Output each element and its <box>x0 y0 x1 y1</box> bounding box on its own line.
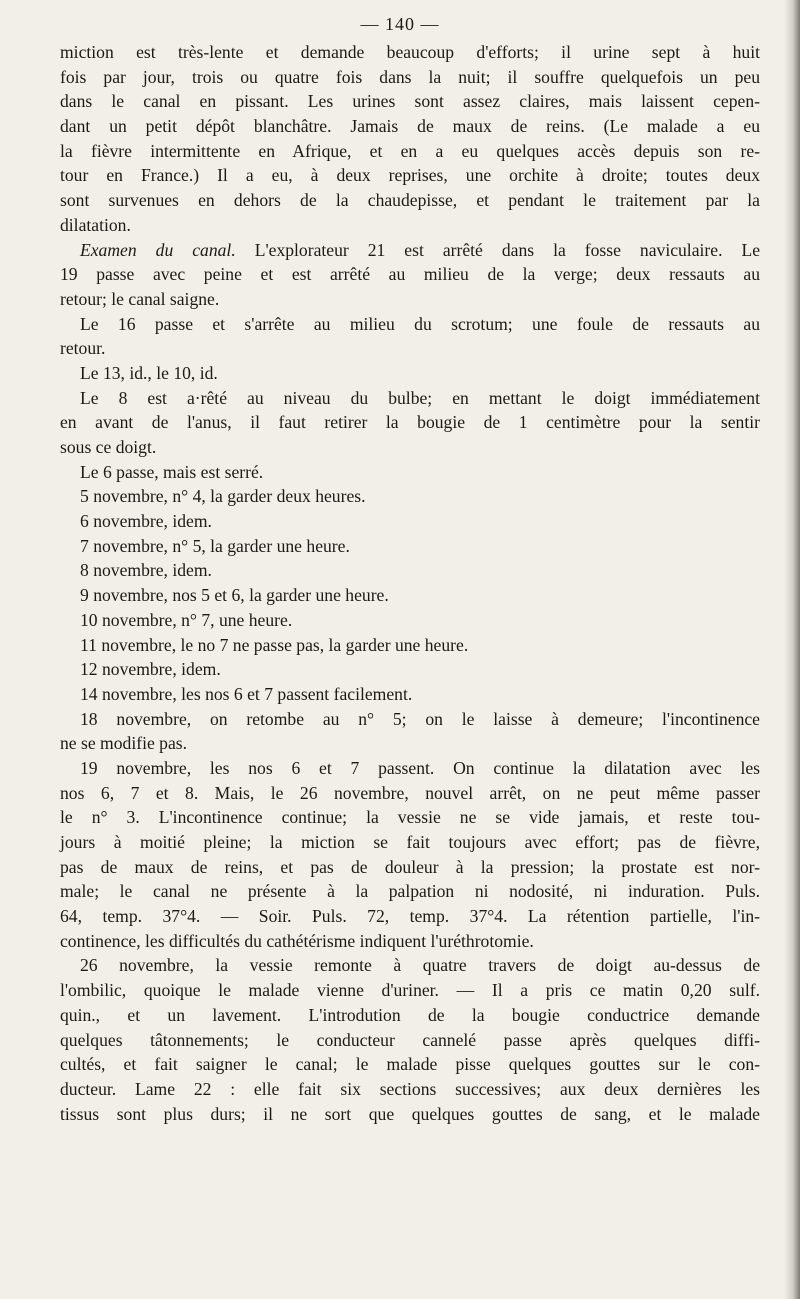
text-line: 19 passe avec peine et est arrêté au milieu de la verge; deux ressauts au <box>60 264 760 285</box>
text-line: 64, temp. 37°4. — Soir. Puls. 72, temp. 37°4. La rétention partielle, l'in- <box>60 906 760 927</box>
body-text <box>60 40 760 1126</box>
text-line: 5 novembre, n° 4, la garder deux heures. <box>80 486 366 507</box>
text-line: continence, les difficultés du cathétérisme indiquent l'uréthrotomie. <box>60 930 534 951</box>
text-line: dant un petit dépôt blanchâtre. Jamais de maux de reins. (Le malade a eu <box>60 116 760 137</box>
text-line: quin., et un lavement. L'introdution de la bougie conductrice demande <box>60 1004 760 1025</box>
text-line: le n° 3. L'incontinence continue; la vessie ne se vide jamais, et reste tou- <box>60 807 760 828</box>
text-line-rest: L'explorateur 21 est arrêté dans la fosse naviculaire. Le <box>254 239 761 260</box>
text-line: quelques tâtonnements; le conducteur cannelé passe après quelques diffi- <box>60 1029 760 1050</box>
text-line: tour en France.) Il a eu, à deux reprises, une orchite à droite; toutes deux <box>60 165 760 186</box>
text-line: ne se modifie pas. <box>60 733 188 754</box>
text-line: sont survenues en dehors de la chaudepisse, et pendant le traitement par la <box>60 190 760 211</box>
section-heading: Examen du canal. <box>80 239 236 260</box>
text-line: en avant de l'anus, il faut retirer la bougie de 1 centimètre pour la sentir <box>60 412 760 433</box>
text-line: 7 novembre, n° 5, la garder une heure. <box>80 535 350 556</box>
text-line: pas de maux de reins, et pas de douleur à la pression; la prostate est nor- <box>60 856 760 877</box>
text-line: Le 13, id., le 10, id. <box>80 362 218 383</box>
text-line: cultés, et fait saigner le canal; le malade pisse quelques gouttes sur le con- <box>60 1054 760 1075</box>
text-line: male; le canal ne présente à la palpation ni nodosité, ni induration. Puls. <box>60 881 760 902</box>
text-line <box>60 238 760 263</box>
text-line: fois par jour, trois ou quatre fois dans la nuit; il souffre quelquefois un peu <box>60 66 760 87</box>
text-line: miction est très-lente et demande beaucoup d'efforts; il urine sept à huit <box>60 42 760 62</box>
text-line: l'ombilic, quoique le malade vienne d'uriner. — Il a pris ce matin 0,20 sulf. <box>60 980 760 1001</box>
text-line: sous ce doigt. <box>60 437 157 457</box>
text-line: 14 novembre, les nos 6 et 7 passent facilement. <box>80 683 413 704</box>
text-line: 6 novembre, idem. <box>80 511 212 532</box>
page-number: — 140 — <box>360 14 440 34</box>
text-line: 26 novembre, la vessie remonte à quatre travers de doigt au-dessus de <box>80 955 760 976</box>
text-line: 10 novembre, n° 7, une heure. <box>80 609 293 630</box>
page-edge-shadow <box>784 0 800 1299</box>
text-line: 11 novembre, le no 7 ne passe pas, la garder une heure. <box>80 634 469 655</box>
text-line: 12 novembre, idem. <box>80 659 221 680</box>
text-line: tissus sont plus durs; il ne sort que quelques gouttes de sang, et le malade <box>60 1103 760 1124</box>
text-line: ducteur. Lame 22 : elle fait six sections successives; aux deux dernières les <box>60 1078 760 1099</box>
text-line: 9 novembre, nos 5 et 6, la garder une heure. <box>80 585 389 606</box>
text-line: retour; le canal saigne. <box>60 288 220 309</box>
text-line: nos 6, 7 et 8. Mais, le 26 novembre, nouvel arrêt, on ne peut même passer <box>60 782 760 803</box>
text-line: 19 novembre, les nos 6 et 7 passent. On continue la dilatation avec les <box>80 757 760 778</box>
text-line: Le 6 passe, mais est serré. <box>80 461 264 482</box>
text-line: dilatation. <box>60 214 131 235</box>
text-line: la fièvre intermittente en Afrique, et en a eu quelques accès depuis son re- <box>60 140 760 161</box>
text-line: 18 novembre, on retombe au n° 5; on le laisse à demeure; l'incontinence <box>80 708 760 729</box>
text-line: Le 8 est a·rêté au niveau du bulbe; en mettant le doigt immédiatement <box>80 387 760 408</box>
text-line: jours à moitié pleine; la miction se fait toujours avec effort; pas de fièvre, <box>60 832 760 852</box>
text-line: 8 novembre, idem. <box>80 560 212 581</box>
text-line: retour. <box>60 338 106 359</box>
text-line: dans le canal en pissant. Les urines sont assez claires, mais laissent cepen- <box>60 91 760 112</box>
text-line: Le 16 passe et s'arrête au milieu du scrotum; une foule de ressauts au <box>80 313 760 334</box>
